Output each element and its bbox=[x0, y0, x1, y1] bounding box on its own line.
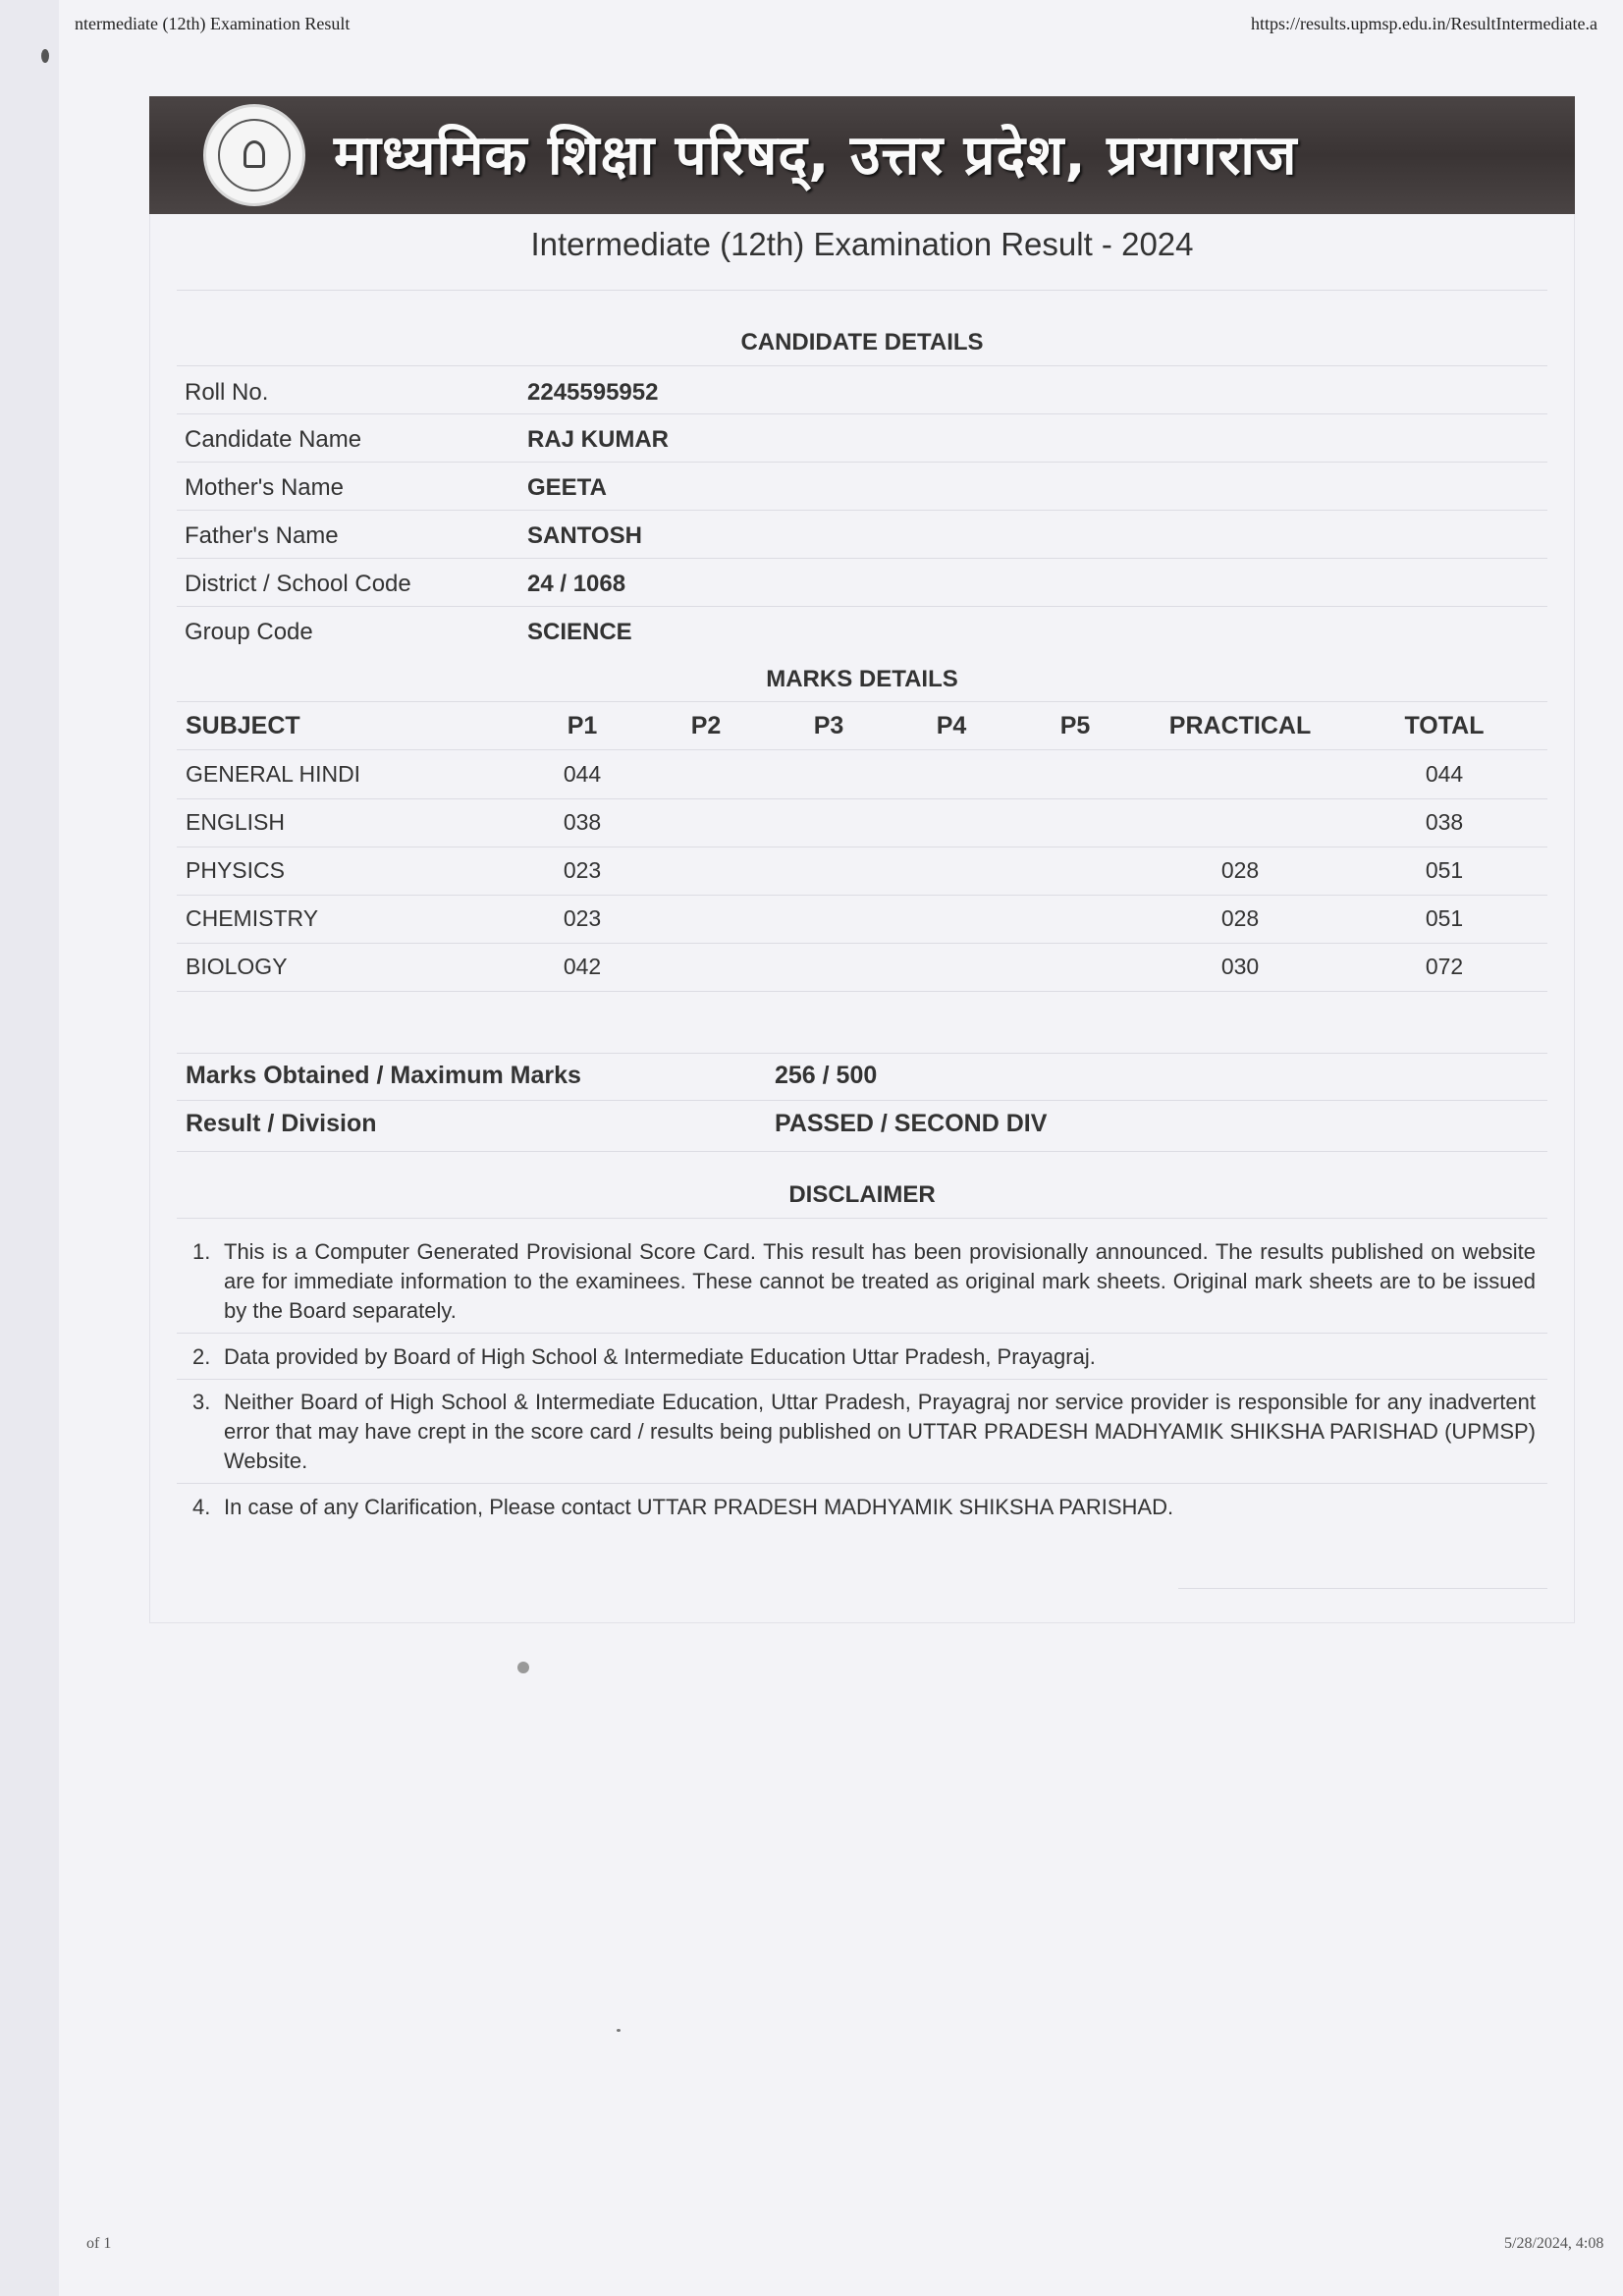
candidate-name-value: RAJ KUMAR bbox=[527, 426, 669, 453]
candidate-details-heading: CANDIDATE DETAILS bbox=[740, 329, 984, 355]
father-name-value: SANTOSH bbox=[527, 522, 642, 549]
print-header-title: ntermediate (12th) Examination Result bbox=[75, 14, 351, 33]
col-p4: P4 bbox=[936, 712, 967, 739]
result-division-label: Result / Division bbox=[186, 1110, 377, 1137]
result-division-value: PASSED / SECOND DIV bbox=[775, 1110, 1048, 1137]
marks-obtained-value: 256 / 500 bbox=[775, 1062, 878, 1089]
father-name-label: Father's Name bbox=[185, 522, 339, 549]
p1-cell: 023 bbox=[563, 905, 602, 931]
subject-cell: PHYSICS bbox=[186, 857, 285, 883]
print-header-url: https://results.upmsp.edu.in/ResultIntermediate.a bbox=[1251, 14, 1597, 33]
district-school-code-value: 24 / 1068 bbox=[527, 571, 626, 597]
col-p2: P2 bbox=[690, 712, 722, 739]
total-cell: 038 bbox=[1425, 809, 1464, 835]
col-p3: P3 bbox=[813, 712, 844, 739]
col-practical: PRACTICAL bbox=[1168, 712, 1312, 739]
col-total: TOTAL bbox=[1404, 712, 1485, 739]
board-banner bbox=[149, 96, 1575, 214]
upmsp-logo-emblem-icon bbox=[203, 104, 305, 206]
page-title: Intermediate (12th) Examination Result - 2024 bbox=[530, 226, 1194, 262]
scan-speck bbox=[517, 1662, 529, 1673]
practical-cell: 030 bbox=[1220, 954, 1260, 979]
divider bbox=[177, 290, 1547, 291]
scan-speck bbox=[617, 2029, 621, 2032]
practical-cell: 028 bbox=[1220, 857, 1260, 883]
col-subject: SUBJECT bbox=[186, 712, 300, 739]
total-cell: 044 bbox=[1425, 761, 1464, 787]
divider bbox=[177, 365, 1547, 366]
roll-no-value: 2245595952 bbox=[527, 379, 659, 406]
subject-cell: ENGLISH bbox=[186, 809, 285, 835]
p1-cell: 044 bbox=[563, 761, 602, 787]
total-cell: 072 bbox=[1425, 954, 1464, 979]
col-p5: P5 bbox=[1059, 712, 1091, 739]
candidate-name-label: Candidate Name bbox=[185, 426, 362, 453]
group-code-value: SCIENCE bbox=[527, 619, 632, 645]
group-code-label: Group Code bbox=[185, 619, 313, 645]
print-footer-date: 5/28/2024, 4:08 bbox=[1504, 2235, 1604, 2252]
disclaimer-heading: DISCLAIMER bbox=[788, 1181, 936, 1208]
subject-cell: BIOLOGY bbox=[186, 954, 288, 979]
p1-cell: 042 bbox=[563, 954, 602, 979]
p1-cell: 023 bbox=[563, 857, 602, 883]
mother-name-label: Mother's Name bbox=[185, 474, 344, 501]
total-cell: 051 bbox=[1425, 857, 1464, 883]
scan-speck bbox=[41, 49, 49, 63]
subject-cell: GENERAL HINDI bbox=[186, 761, 361, 787]
print-footer-page: of 1 bbox=[86, 2235, 112, 2252]
p1-cell: 038 bbox=[563, 809, 602, 835]
board-name: माध्यमिक शिक्षा परिषद्, उत्तर प्रदेश, प्रयागराज bbox=[334, 124, 1298, 188]
marks-obtained-label: Marks Obtained / Maximum Marks bbox=[186, 1062, 581, 1089]
district-school-code-label: District / School Code bbox=[185, 571, 411, 597]
col-p1: P1 bbox=[567, 712, 598, 739]
total-cell: 051 bbox=[1425, 905, 1464, 931]
marks-details-heading: MARKS DETAILS bbox=[766, 666, 958, 692]
practical-cell: 028 bbox=[1220, 905, 1260, 931]
roll-no-label: Roll No. bbox=[185, 379, 269, 406]
mother-name-value: GEETA bbox=[527, 474, 607, 501]
subject-cell: CHEMISTRY bbox=[186, 905, 319, 931]
